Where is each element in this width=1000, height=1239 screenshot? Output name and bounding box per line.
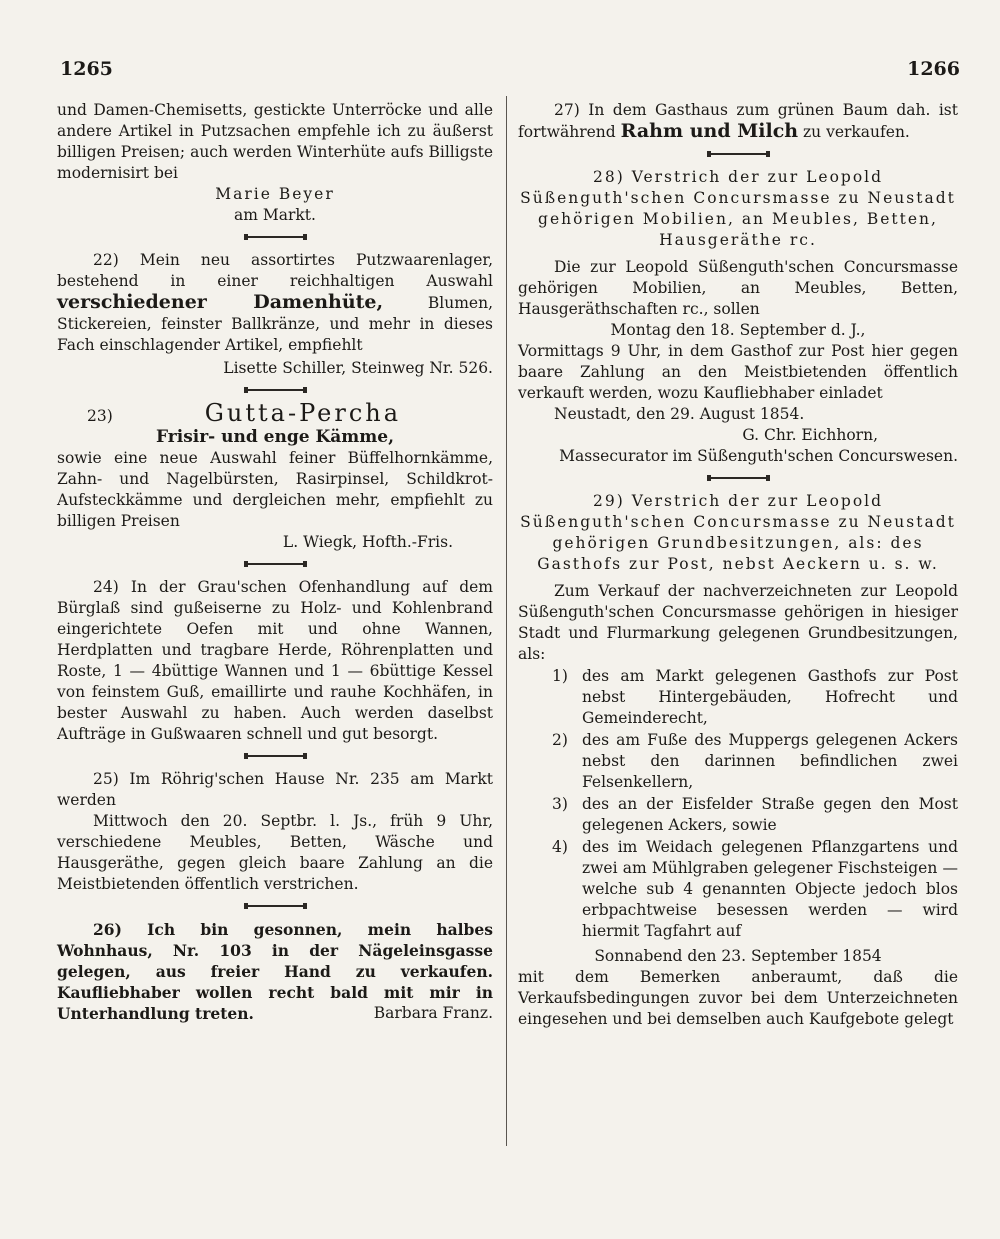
separator bbox=[248, 563, 303, 565]
ad-24-number: 24) bbox=[93, 578, 119, 596]
separator bbox=[711, 477, 766, 479]
ad-21-text: und Damen-Chemisetts, gestickte Unterröcke und alle andere Artikel in Putzsachen empfehle ich zu äußerst billigen Preisen; auch werden Winterhüte aufs Billigste modernisirt bei bbox=[57, 101, 493, 182]
ad-26 bbox=[57, 919, 493, 1024]
ad-29-intro: Zum Verkauf der nachverzeichneten zur Leopold Süßenguth'schen Concursmasse gehörigen in hiesiger Stadt und Flurmarkung gelegenen Grundbesitzungen, als: bbox=[518, 582, 958, 663]
ad-24-text: In der Grau'schen Ofenhandlung auf dem Bürglaß sind gußeiserne zu Holz- und Kohlenbrand eingerichtete Oefen mit und ohne Wannen, Herdplatten und tragbare Herde, Röhrenplatten und Roste, 1 — 4büttige Wannen und 1 — 6büttige Kessel von feinstem Guß, emaillirte und rauhe Kochhäfen, in bester Auswahl zu haben. Auch werden daselbst Aufträge in Gußwaaren schnell und gut besorgt. bbox=[57, 578, 493, 743]
ad-27-number: 27) bbox=[554, 101, 580, 119]
list-item: 2) des am Fuße des Muppergs gelegenen Ackers nebst den darinnen befindlichen zwei Felsenkellern, bbox=[552, 731, 958, 791]
ad-23-text: sowie eine neue Auswahl feiner Büffelhornkämme, Zahn- und Nagelbürsten, Rasirpinsel, Schildkrot-Aufsteckkämme und dergleichen mehr, empfiehlt zu billigen Preisen bbox=[57, 449, 493, 530]
right-column bbox=[518, 100, 958, 1038]
ad-28-date: Montag den 18. September d. J., bbox=[610, 321, 866, 339]
ad-23-number: 23) bbox=[87, 407, 113, 425]
ad-29-text-b: mit dem Bemerken anberaumt, daß die Verkaufsbedingungen zuvor bei dem Unterzeichneten eingesehen und bei demselben auch Kaufgebote gelegt bbox=[518, 968, 958, 1028]
ad-22-number: 22) bbox=[93, 251, 119, 269]
ad-28 bbox=[518, 167, 958, 467]
ad-21-name: Marie Beyer bbox=[215, 185, 335, 203]
ad-22-text-b: Blumen, Stickereien, feinster Ballkränze, und mehr in dieses Fach einschlagender Artikel, empfiehlt bbox=[57, 294, 493, 354]
ad-26-number: 26) bbox=[93, 920, 122, 939]
ad-29-item-list bbox=[518, 666, 958, 942]
ad-25-text-a: Im Röhrig'schen Hause Nr. 235 am Markt werden bbox=[57, 770, 493, 809]
ad-29-heading: Verstrich der zur Leopold Süßenguth'schen Concursmasse zu Neustadt gehörigen Grundbesitzungen, als: des Gasthofs zur Post, nebst Aeckern u. s. w. bbox=[520, 492, 956, 573]
ad-22-bold: verschiedener Damenhüte, bbox=[57, 291, 384, 313]
ad-29-number: 29) bbox=[592, 492, 625, 510]
list-item: 4) des im Weidach gelegenen Pflanzgartens und zwei am Mühlgraben gelegener Fischsteigen — welche sub 4 genannten Objecte jedoch blos erbpachtweise besessen werden — wird hiermit Tagfahrt auf bbox=[552, 838, 958, 940]
left-column bbox=[57, 100, 493, 1032]
ad-25-number: 25) bbox=[93, 770, 119, 788]
ad-22 bbox=[57, 250, 493, 379]
ad-28-text-a: Die zur Leopold Süßenguth'schen Concursmasse gehörigen Mobilien, an Meubles, Betten, Hausgeräthschaften rc., sollen bbox=[518, 258, 958, 318]
ad-23-subtitle: Frisir- und enge Kämme, bbox=[156, 427, 394, 447]
column-divider bbox=[506, 96, 507, 1146]
ad-21 bbox=[57, 100, 493, 226]
ad-26-text: Ich bin gesonnen, mein halbes Wohnhaus, Nr. 103 in der Nägeleinsgasse gelegen, aus freier Hand zu verkaufen. Kaufliebhaber wollen recht bald mit mir in Unterhandlung treten. bbox=[57, 920, 493, 1023]
ad-28-sig-name: G. Chr. Eichhorn, bbox=[742, 426, 878, 444]
separator bbox=[248, 236, 303, 238]
separator bbox=[711, 153, 766, 155]
ad-28-place-date: Neustadt, den 29. August 1854. bbox=[554, 405, 805, 423]
ad-22-text-a: Mein neu assortirtes Putzwaarenlager, bestehend in einer reichhaltigen Auswahl bbox=[57, 251, 493, 290]
page-number-left: 1265 bbox=[60, 58, 113, 80]
page-number-right: 1266 bbox=[907, 58, 960, 80]
ad-22-signature: Lisette Schiller, Steinweg Nr. 526. bbox=[223, 359, 493, 377]
ad-21-place: am Markt. bbox=[234, 206, 316, 224]
ad-26-signature: Barbara Franz. bbox=[373, 1004, 493, 1022]
list-item: 1) des am Markt gelegenen Gasthofs zur Post nebst Hintergebäuden, Hofrecht und Gemeinderecht, bbox=[552, 667, 958, 727]
separator bbox=[248, 755, 303, 757]
ad-27 bbox=[518, 100, 958, 143]
separator bbox=[248, 905, 303, 907]
ad-23-signature: L. Wiegk, Hofth.-Fris. bbox=[282, 533, 453, 551]
ad-28-heading: Verstrich der zur Leopold Süßenguth'schen Concursmasse zu Neustadt gehörigen Mobilien, an Meubles, Betten, Hausgeräthe rc. bbox=[520, 168, 956, 249]
ad-27-text-b: zu verkaufen. bbox=[798, 123, 910, 141]
ad-29 bbox=[518, 491, 958, 1030]
ad-27-text-a: In dem Gasthaus zum grünen Baum dah. ist fortwährend bbox=[518, 101, 958, 141]
ad-25-text-b: Mittwoch den 20. Septbr. l. Js., früh 9 Uhr, verschiedene Meubles, Betten, Wäsche und Hausgeräthe, gegen gleich baare Zahlung an die Meistbietenden öffentlich verstrichen. bbox=[57, 812, 493, 893]
ad-23-title: Gutta-Percha bbox=[204, 399, 402, 427]
ad-23 bbox=[57, 399, 493, 553]
ad-27-bold: Rahm und Milch bbox=[620, 120, 799, 142]
separator bbox=[248, 389, 303, 391]
ad-25 bbox=[57, 769, 493, 895]
ad-29-date: Sonnabend den 23. September 1854 bbox=[594, 947, 882, 965]
ad-28-sig-role: Massecurator im Süßenguth'schen Concurswesen. bbox=[559, 447, 958, 465]
ad-28-number: 28) bbox=[592, 168, 625, 186]
ad-28-text-b: Vormittags 9 Uhr, in dem Gasthof zur Post hier gegen baare Zahlung an den Meistbietenden öffentlich verkauft werden, wozu Kaufliebhaber einladet bbox=[518, 342, 958, 402]
list-item: 3) des an der Eisfelder Straße gegen den Most gelegenen Ackers, sowie bbox=[552, 795, 958, 834]
ad-24 bbox=[57, 577, 493, 745]
